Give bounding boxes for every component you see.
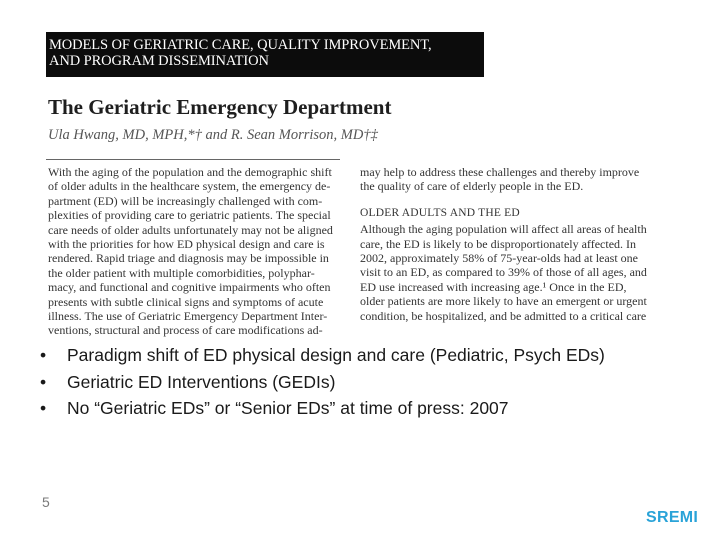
- text-line: visit to an ED, as compared to 39% of those of all ages, and: [360, 265, 647, 280]
- text-line: may help to address these challenges and thereby improve: [360, 165, 640, 179]
- section-banner: [46, 32, 484, 77]
- text-line: ED use increased with increasing age.¹ Once in the ED,: [360, 279, 627, 294]
- text-line: with the priorities for how ED physical design and care is: [48, 237, 325, 252]
- section-banner-line: AND PROGRAM DISSEMINATION: [49, 53, 269, 69]
- bullet-text: Geriatric ED Interventions (GEDIs): [67, 371, 336, 392]
- bullet-item: [40, 395, 605, 422]
- bullet-icon: •: [40, 345, 47, 365]
- bullet-text: Paradigm shift of ED physical design and care (Pediatric, Psych EDs): [67, 345, 605, 365]
- bullet-text: No “Geriatric EDs” or “Senior EDs” at time of press: 2007: [67, 398, 509, 418]
- bullet-item: [40, 369, 605, 396]
- article-authors: Ula Hwang, MD, MPH,*† and R. Sean Morrison, MD†‡: [48, 127, 378, 143]
- text-line: rendered. Rapid triage and diagnosis may be impossible in: [48, 251, 329, 266]
- section-heading: OLDER ADULTS AND THE ED: [360, 206, 520, 219]
- text-line: the older patient with multiple comorbidities, polyphar-: [48, 265, 315, 280]
- sremi-logo: SREMI: [646, 509, 699, 526]
- text-line: partment (ED) will be increasingly challenged with com-: [48, 193, 323, 208]
- text-line: With the aging of the population and the demographic shift: [48, 165, 332, 179]
- text-line: care, the ED is likely to be disproportionately affected. In: [360, 236, 637, 251]
- section-banner-line: MODELS OF GERIATRIC CARE, QUALITY IMPROVEMENT,: [49, 37, 432, 53]
- article-excerpt-image: [46, 32, 658, 338]
- text-line: plexities of providing care to geriatric patients. The special: [48, 208, 331, 223]
- text-line: illness. The use of Geriatric Emergency Department Inter-: [48, 309, 328, 324]
- article-right-column: [360, 165, 654, 322]
- text-line: of older adults in the healthcare system, the emergency de-: [48, 179, 331, 194]
- text-line: older patients are more likely to have an emergent or urgent: [360, 294, 647, 309]
- text-line: 2002, approximately 58% of 75-year-olds had at least one: [360, 251, 639, 266]
- text-line: presents with subtle clinical signs and symptoms of acute: [48, 294, 324, 309]
- bullet-item: [40, 342, 605, 369]
- text-line: condition, be hospitalized, and be admitted to a critical care: [360, 308, 647, 323]
- article-left-column: [48, 165, 340, 338]
- bullet-icon: •: [40, 371, 47, 392]
- text-line: Although the aging population will affect all areas of health: [360, 222, 647, 237]
- text-line: ventions, structural and process of care modifications ad-: [48, 323, 323, 338]
- article-title: The Geriatric Emergency Department: [48, 95, 392, 119]
- text-line: the quality of care of elderly people in the ED.: [360, 179, 584, 194]
- text-line: care needs of older adults unfortunately may not be aligned: [48, 222, 333, 237]
- page-number: 5: [42, 494, 50, 510]
- divider: [46, 159, 340, 160]
- text-line: macy, and functional and cognitive impairments who often: [48, 280, 331, 295]
- bullet-icon: •: [40, 398, 47, 418]
- bullet-list: [40, 342, 605, 422]
